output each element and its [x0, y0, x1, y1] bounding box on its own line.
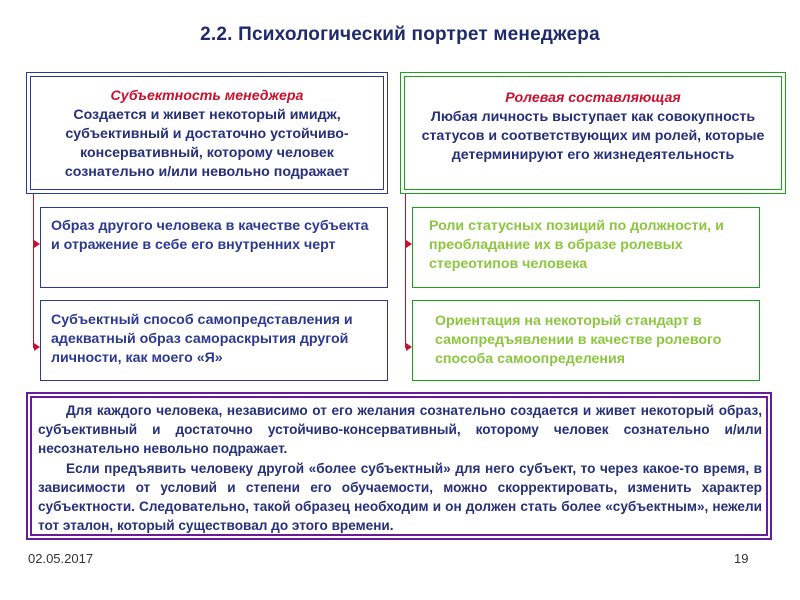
page-number: 19 — [734, 551, 749, 566]
slide-title: 2.2. Психологический портрет менеджера — [200, 24, 600, 45]
right-item-standard-orientation: Ориентация на некоторый стандарт в самопредъявлении в качестве ролевого способа самоопределения — [412, 300, 760, 381]
summary-paragraph-2: Если предъявить человеку другой «более субъектный» для него субъект, то через какое-то время, в зависимости от условий и степени его обучаемости, можно скорректировать, изменить характер субъектности. Следовательно, такой образец необходим и он должен стать более «субъектным», нежели тот эталон, который существовал до этого времени. — [38, 460, 762, 534]
summary-paragraph-1: Для каждого человека, независимо от его желания сознательно создается и живет некоторый образ, субъективный и достаточно устойчиво-консервативный, которому человек сознательно и/или несознательно невольно подражает. — [38, 403, 762, 457]
right-connector-vertical — [405, 194, 406, 348]
left-item-self-presentation: Субъектный способ самопредставления и адекватный образ самораскрытия другой личности, как моего «Я» — [40, 300, 388, 381]
summary-box — [26, 392, 772, 540]
role-box — [400, 72, 786, 194]
role-text: Любая личность выступает как совокупность статусов и соответствующих им ролей, которые детерминируют его жизнедеятельность — [421, 109, 765, 163]
footer-date: 02.05.2017 — [28, 551, 94, 566]
subjectivity-heading: Субъектность менеджера — [110, 88, 304, 104]
left-item-image-of-other: Образ другого человека в качестве субъекта и отражение в себе его внутренних черт — [40, 207, 388, 288]
left-connector-vertical — [33, 194, 34, 348]
right-item-status-roles: Роли статусных позиций по должности, и преобладание их в образе ролевых стереотипов человека — [412, 207, 760, 288]
role-heading: Ролевая составляющая — [505, 90, 681, 106]
subjectivity-box — [26, 72, 388, 194]
subjectivity-text: Создается и живет некоторый имидж, субъективный и достаточно устойчиво-консервативный, которому человек сознательно и/или невольно подражает — [64, 107, 350, 180]
